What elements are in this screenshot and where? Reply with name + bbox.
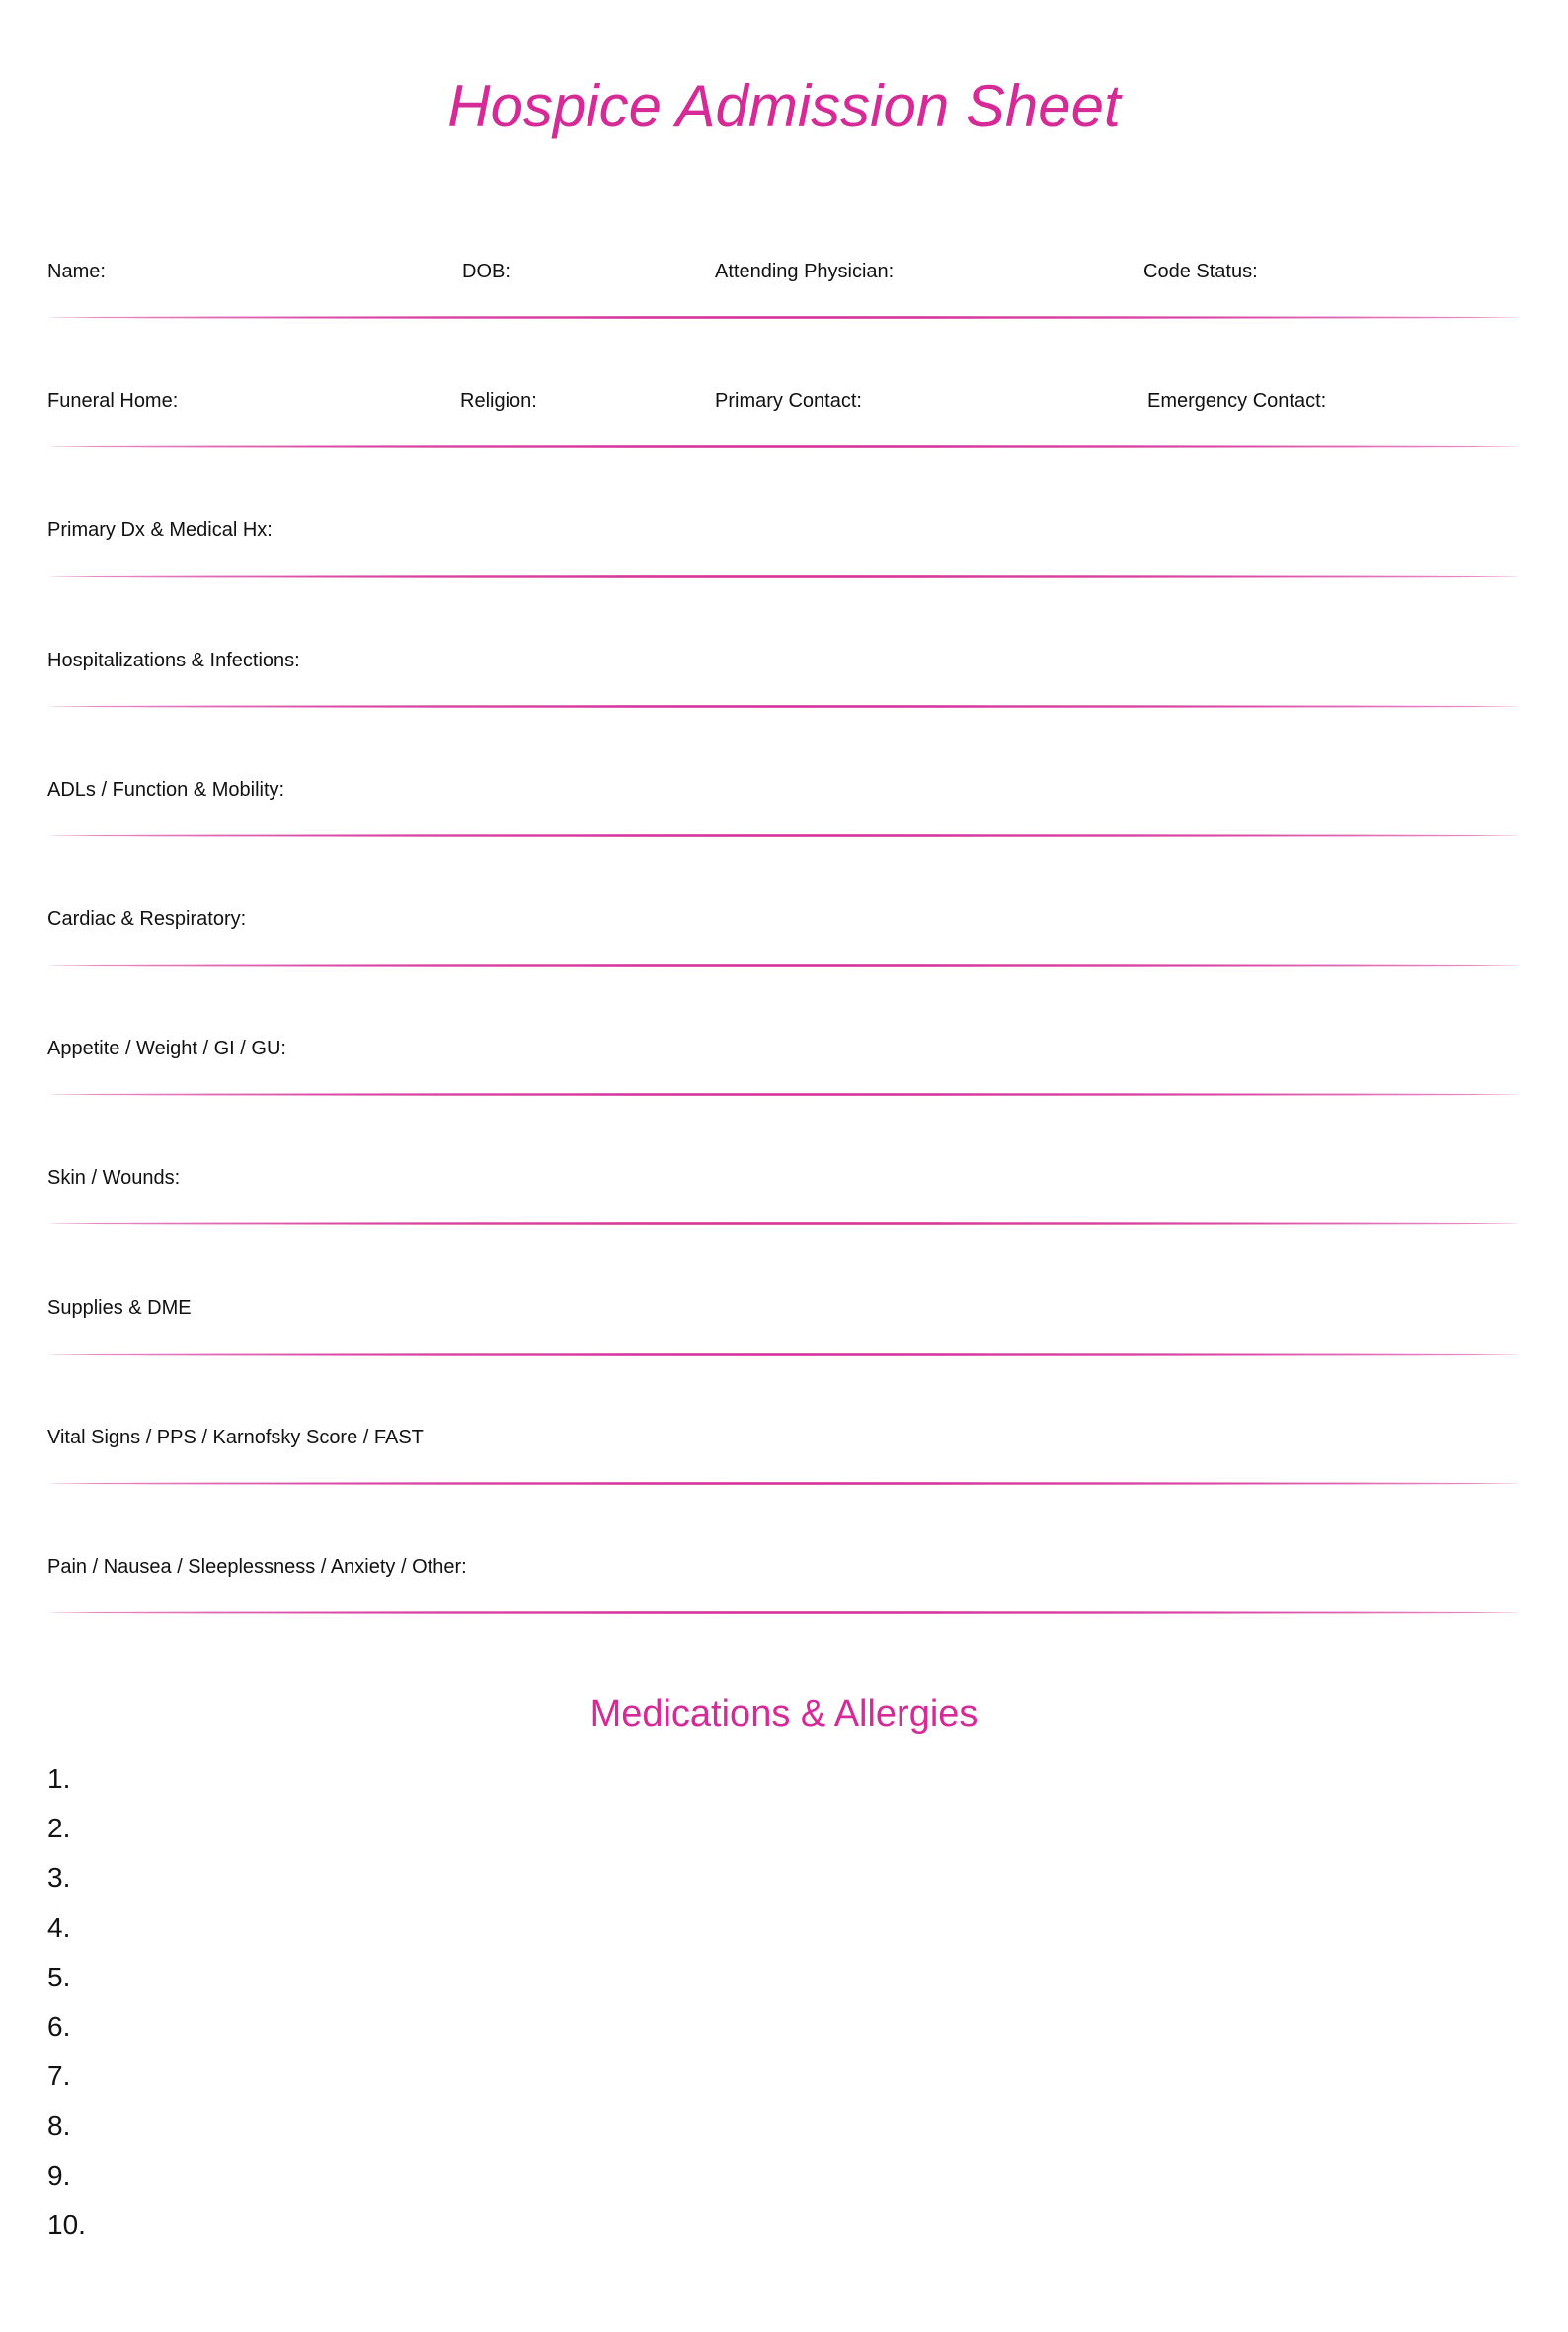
field-label: Vital Signs / PPS / Karnofsky Score / FAST — [47, 1426, 424, 1448]
list-item: 4. — [47, 1911, 71, 1943]
field-row — [47, 259, 1521, 318]
list-item: 7. — [47, 2060, 71, 2092]
field-row — [47, 648, 1521, 707]
entry-line[interactable] — [49, 316, 1519, 319]
field-row — [47, 1295, 1521, 1355]
entry-line[interactable] — [49, 964, 1519, 967]
field-label: Supplies & DME — [47, 1296, 192, 1319]
field-label: Cardiac & Respiratory: — [47, 908, 247, 930]
list-item: 8. — [47, 2110, 71, 2141]
entry-line[interactable] — [49, 1093, 1519, 1096]
list-item: 2. — [47, 1813, 71, 1844]
field-row — [47, 1165, 1521, 1224]
field-label: Attending Physician: — [715, 261, 895, 282]
field-label: ADLs / Function & Mobility: — [47, 778, 285, 801]
entry-line[interactable] — [49, 1353, 1519, 1356]
list-item: 6. — [47, 2010, 71, 2042]
entry-line[interactable] — [49, 1611, 1519, 1614]
page-title: Hospice Admission Sheet — [447, 73, 1121, 139]
entry-line[interactable] — [49, 1222, 1519, 1225]
field-label: Religion: — [460, 390, 537, 413]
field-label: Skin / Wounds: — [47, 1167, 181, 1190]
field-label: DOB: — [462, 261, 510, 282]
field-label: Pain / Nausea / Sleeplessness / Anxiety / Other: — [47, 1556, 467, 1578]
medications-heading: Medications & Allergies — [589, 1693, 979, 1735]
field-label: Name: — [47, 261, 106, 282]
field-row — [47, 906, 1521, 966]
field-label: Code Status: — [1143, 261, 1258, 282]
list-item: 10. — [47, 2209, 86, 2240]
entry-line[interactable] — [49, 575, 1519, 578]
medication-list — [47, 1759, 837, 2255]
field-label: Hospitalizations & Infections: — [47, 649, 300, 671]
list-item: 1. — [47, 1763, 71, 1794]
field-row — [47, 1036, 1521, 1095]
list-item: 3. — [47, 1862, 71, 1894]
field-row — [47, 388, 1521, 447]
field-label: Appetite / Weight / GI / GU: — [47, 1038, 286, 1060]
field-label: Funeral Home: — [47, 390, 179, 413]
field-row — [47, 777, 1521, 836]
entry-line[interactable] — [49, 705, 1519, 708]
field-row — [47, 1425, 1521, 1484]
entry-line[interactable] — [49, 445, 1519, 448]
list-item: 9. — [47, 2159, 71, 2191]
entry-line[interactable] — [49, 834, 1519, 837]
field-row — [47, 517, 1521, 577]
field-label: Primary Dx & Medical Hx: — [47, 519, 273, 542]
list-item: 5. — [47, 1961, 71, 1992]
entry-line[interactable] — [49, 1482, 1519, 1485]
field-label: Primary Contact: — [715, 390, 862, 413]
field-label: Emergency Contact: — [1147, 390, 1327, 413]
field-row — [47, 1554, 1521, 1613]
